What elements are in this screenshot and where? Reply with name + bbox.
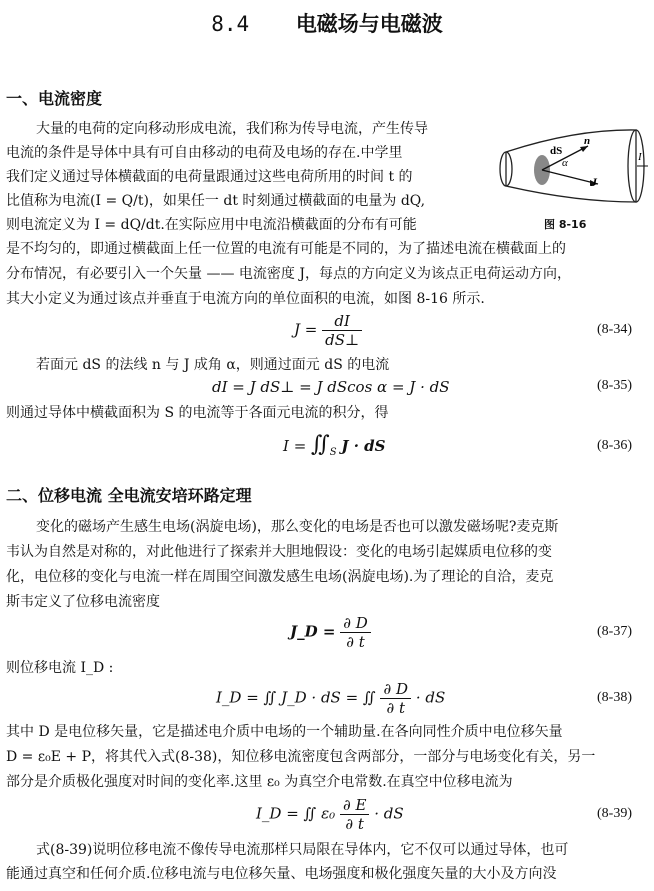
- eq-lhs: I =: [283, 437, 307, 455]
- equation-number: (8-39): [597, 806, 632, 821]
- label-J: J: [591, 175, 597, 189]
- paragraph-line: 大量的电荷的定向移动形成电流，我们称为传导电流，产生传导: [36, 121, 428, 137]
- paragraph-line: 则电流定义为 I = dQ/dt.在实际应用中电流沿横截面的分布有可能: [6, 217, 417, 233]
- paragraph-line: 变化的磁场产生感生电场(涡旋电场)，那么变化的电场是否也可以激发磁场呢?麦克斯: [36, 519, 559, 535]
- denominator: ∂ t: [345, 815, 364, 833]
- label-I: I: [638, 151, 642, 163]
- eq-part: · dS: [374, 804, 404, 823]
- fraction: [322, 312, 362, 349]
- figure-caption: 图 8-16: [544, 218, 587, 231]
- paragraph-line: 比值称为电流(I = Q/t)，如果任一 dt 时刻通过横截面的电量为 dQ,: [6, 193, 426, 209]
- numerator: ∂ D: [380, 680, 411, 699]
- fraction: [340, 796, 369, 833]
- label-n: n: [584, 135, 591, 147]
- paragraph-line: 我们定义通过导体横截面的电荷量跟通过这些电荷所用的时间 t 的: [6, 169, 413, 185]
- heading-current-density: 一、电流密度: [6, 89, 103, 108]
- paragraph-line: 是不均匀的，即通过横截面上任一位置的电流有可能是不同的，为了描述电流在横截面上的: [6, 241, 566, 257]
- heading-displacement-current: 二、位移电流 全电流安培环路定理: [6, 486, 252, 505]
- paragraph-line: 部分是介质极化强度对时间的变化率.这里 ε₀ 为真空介电常数.在真空中位移电流为: [6, 774, 513, 790]
- equation-number: (8-34): [597, 322, 632, 337]
- double-integral: ∬: [311, 432, 330, 457]
- equation-number: (8-37): [597, 624, 632, 639]
- label-dS: dS: [550, 145, 563, 157]
- paragraph-line: 分布情况，有必要引入一个矢量 —— 电流密度 J，每点的方向定义为该点正电荷运动方向，: [6, 266, 571, 282]
- eq-part: I_D = ∬ ε₀: [256, 804, 336, 823]
- paragraph-line: 其中 D 是电位移矢量，它是描述电介质中电场的一个辅助量.在各向同性介质中电位移矢量: [6, 724, 563, 740]
- paragraph-line: 能通过真空和任何介质.位移电流与电位移矢量、电场强度和极化强度矢量的大小及方向没: [6, 866, 557, 882]
- denominator: dS⊥: [325, 331, 360, 349]
- paragraph-line: 若面元 dS 的法线 n 与 J 成角 α，则通过面元 dS 的电流: [36, 357, 390, 373]
- equation-number: (8-38): [597, 690, 632, 705]
- paragraph-line: 斯韦定义了位移电流密度: [6, 594, 160, 610]
- paragraph-line: D = ε₀E + P，将其代入式(8-38)，知位移电流密度包含两部分，一部分与电场变化有关，另一: [6, 749, 596, 765]
- conductor-diagram: [496, 124, 650, 214]
- numerator: ∂ D: [340, 614, 371, 633]
- paragraph-line: 式(8-39)说明位移电流不像传导电流那样只局限在导体内，它不仅可以通过导体，也可: [36, 842, 569, 858]
- denominator: ∂ t: [386, 699, 406, 717]
- paragraph-line: 则通过导体中横截面积为 S 的电流等于各面元电流的积分，得: [6, 405, 389, 421]
- fraction: [340, 614, 371, 651]
- integral-subscript: S: [329, 447, 337, 458]
- page-title: [0, 8, 654, 38]
- numerator: ∂ E: [340, 796, 369, 815]
- equation-8-39: [256, 796, 404, 833]
- eq-part: I_D = ∬ J_D · dS = ∬: [216, 688, 376, 707]
- equation-8-38: [216, 680, 445, 717]
- equation-8-37: [290, 614, 371, 651]
- paragraph-line: 则位移电流 I_D :: [6, 660, 114, 676]
- equation-8-34: [294, 312, 362, 349]
- label-alpha: α: [562, 157, 568, 169]
- paragraph-line: 电流的条件是导体中具有可自由移动的电荷及电场的存在.中学里: [6, 145, 403, 161]
- section-title: 电磁场与电磁波: [295, 12, 443, 36]
- equation-number: (8-36): [597, 438, 632, 453]
- equation-number: (8-35): [597, 378, 632, 393]
- denominator: ∂ t: [346, 633, 365, 651]
- eq-lhs: J_D =: [290, 622, 336, 641]
- integrand: J · dS: [341, 437, 386, 455]
- eq-part: · dS: [415, 688, 446, 707]
- paragraph-line: 韦认为自然是对称的，对此他进行了探索并大胆地假设：变化的电场引起媒质电位移的变: [6, 544, 552, 560]
- figure-8-16: [496, 124, 650, 234]
- paragraph-line: 其大小定义为通过该点并垂直于电流方向的单位面积的电流，如图 8-16 所示.: [6, 291, 485, 307]
- section-number: 8.4: [211, 12, 250, 36]
- fraction: [380, 680, 411, 717]
- equation-8-36: [283, 432, 386, 458]
- eq-lhs: J =: [294, 320, 318, 339]
- numerator: dI: [322, 312, 362, 331]
- equation-8-35: dI = J dS⊥ = J dScos α = J · dS: [212, 378, 450, 396]
- paragraph-line: 化，电位移的变化与电流一样在周围空间激发感生电场(涡旋电场).为了理论的自洽，麦克: [6, 569, 554, 585]
